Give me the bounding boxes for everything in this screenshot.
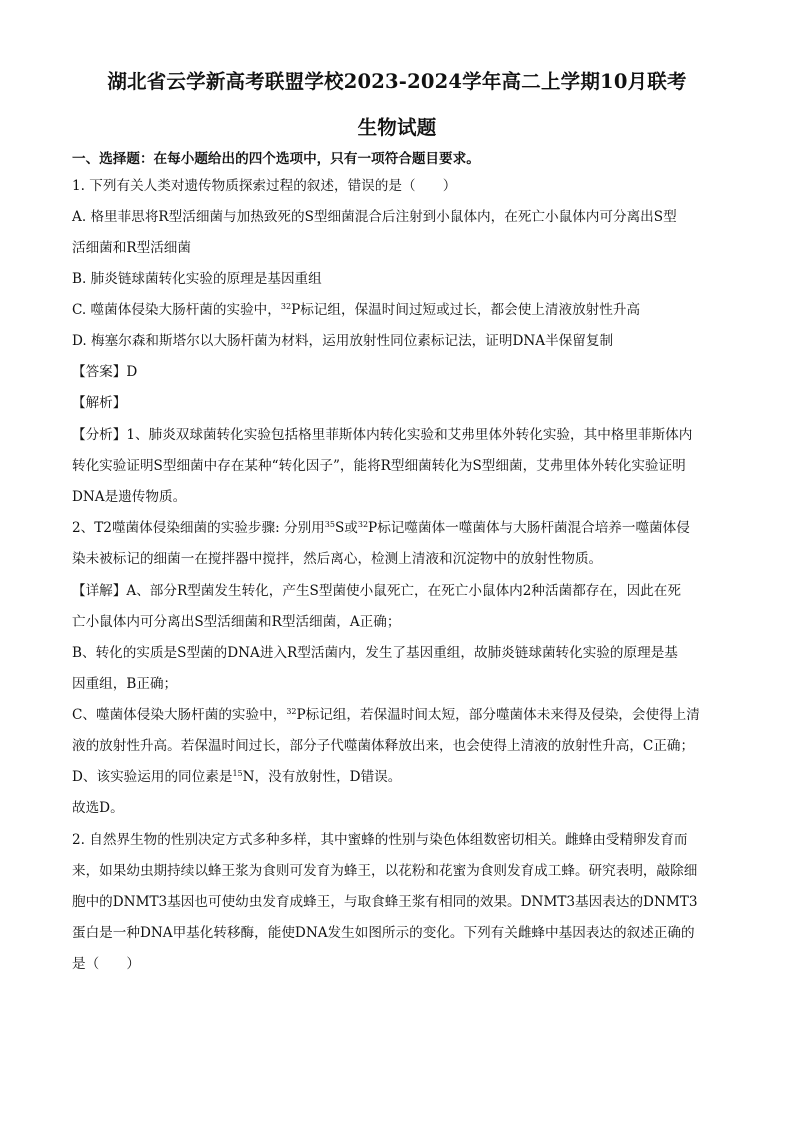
document-subtitle: 生物试题 — [357, 116, 437, 139]
question-2-stem: 2. 自然界生物的性别决定方式多种多样，其中蜜蜂的性别与染色体组数密切相关。雌蜂由受精卵发育而 — [72, 832, 688, 848]
isotope-superscript: 32 — [357, 520, 369, 529]
question-1-option-a-cont: 活细菌和R型活细菌 — [72, 240, 191, 256]
question-1-option-c — [72, 301, 722, 319]
question-2-stem: 蛋白是一种DNA甲基化转移酶，能使DNA发生如图所示的变化。下列有关雌蜂中基因表达的叙述正确的 — [72, 925, 695, 941]
analysis-step2 — [72, 519, 722, 537]
isotope-superscript: 32 — [280, 302, 292, 311]
answer-line — [72, 363, 722, 381]
answer-value: D — [126, 364, 138, 380]
step2-text: S或 — [334, 520, 358, 536]
isotope-superscript: 15 — [232, 769, 243, 778]
question-1-option-b: B. 肺炎链球菌转化实验的原理是基因重组 — [72, 271, 322, 287]
detail-c-cont: 液的放射性升高。若保温时间过长，部分子代噬菌体释放出来，也会使得上清液的放射性升高，C正确； — [72, 738, 695, 754]
question-2-stem: 胞中的DNMT3基因也可使幼虫发育成蜂王，与取食蜂王浆有相同的效果。DNMT3基因表达的DNMT3 — [72, 894, 698, 910]
step2-text: 2、T2噬菌体侵染细菌的实验步骤: 分别用 — [72, 520, 325, 536]
detail-d — [72, 768, 722, 786]
analysis-text: DNA是遗传物质。 — [72, 489, 187, 505]
conclusion: 故选D。 — [72, 800, 124, 816]
detail-c — [72, 706, 722, 724]
question-2-stem: 来，如果幼虫期持续以蜂王浆为食则可发育为蜂王，以花粉和花蜜为食则发育成工蜂。研究表明，敲除细 — [72, 863, 698, 879]
detail-b: B、转化的实质是S型菌的DNA进入R型活菌内，发生了基因重组，故肺炎链球菌转化实验的原理是基 — [72, 645, 678, 661]
isotope-superscript: 35 — [324, 520, 335, 529]
analysis-label: 【解析】 — [72, 395, 127, 411]
detail-a: 【详解】A、部分R型菌发生转化，产生S型菌使小鼠死亡，在死亡小鼠体内2种活菌都存在，因此在死 — [72, 583, 681, 599]
detail-c-text: C、噬菌体侵染大肠杆菌的实验中， — [72, 707, 287, 723]
analysis-text: 转化实验证明S型细菌中存在某种“转化因子”，能将R型细菌转化为S型细菌，艾弗里体外转化实验证明 — [72, 458, 686, 474]
answer-label: 【答案】 — [72, 364, 127, 380]
analysis-text: 【分析】1、肺炎双球菌转化实验包括格里菲斯体内转化实验和艾弗里体外转化实验，其中格里菲斯体内 — [72, 427, 693, 443]
detail-c-text: P标记组，若保温时间太短，部分噬菌体未来得及侵染，会使得上清 — [296, 707, 700, 723]
section-heading: 一、选择题：在每小题给出的四个选项中，只有一项符合题目要求。 — [72, 151, 480, 167]
isotope-superscript: 32 — [286, 707, 297, 716]
detail-b-cont: 因重组，B正确； — [72, 676, 178, 692]
document-title: 湖北省云学新高考联盟学校2023-2024学年高二上学期10月联考 — [107, 70, 687, 93]
question-1-option-a: A. 格里菲思将R型活细菌与加热致死的S型细菌混合后注射到小鼠体内，在死亡小鼠体内可分离出S型 — [72, 209, 677, 225]
question-1-option-d: D. 梅塞尔森和斯塔尔以大肠杆菌为材料，运用放射性同位素标记法，证明DNA半保留复制 — [72, 333, 614, 349]
question-1-stem: 1. 下列有关人类对遗传物质探索过程的叙述，错误的是（ ） — [72, 178, 457, 194]
analysis-step2-cont: 染未被标记的细菌一在搅拌器中搅拌，然后离心，检测上清液和沉淀物中的放射性物质。 — [72, 551, 603, 567]
question-2-stem: 是（ ） — [72, 956, 140, 972]
step2-text: P标记噬菌体一噬菌体与大肠杆菌混合培养一噬菌体侵 — [368, 520, 690, 536]
detail-d-text: D、该实验运用的同位素是 — [72, 769, 233, 785]
detail-d-text: N，没有放射性，D错误。 — [242, 769, 402, 785]
detail-a-cont: 亡小鼠体内可分离出S型活细菌和R型活细菌，A正确； — [72, 614, 401, 630]
option-c-text: C. 噬菌体侵染大肠杆菌的实验中， — [72, 302, 281, 318]
option-c-text-cont: P标记组，保温时间过短或过长，都会使上清液放射性升高 — [291, 302, 641, 318]
